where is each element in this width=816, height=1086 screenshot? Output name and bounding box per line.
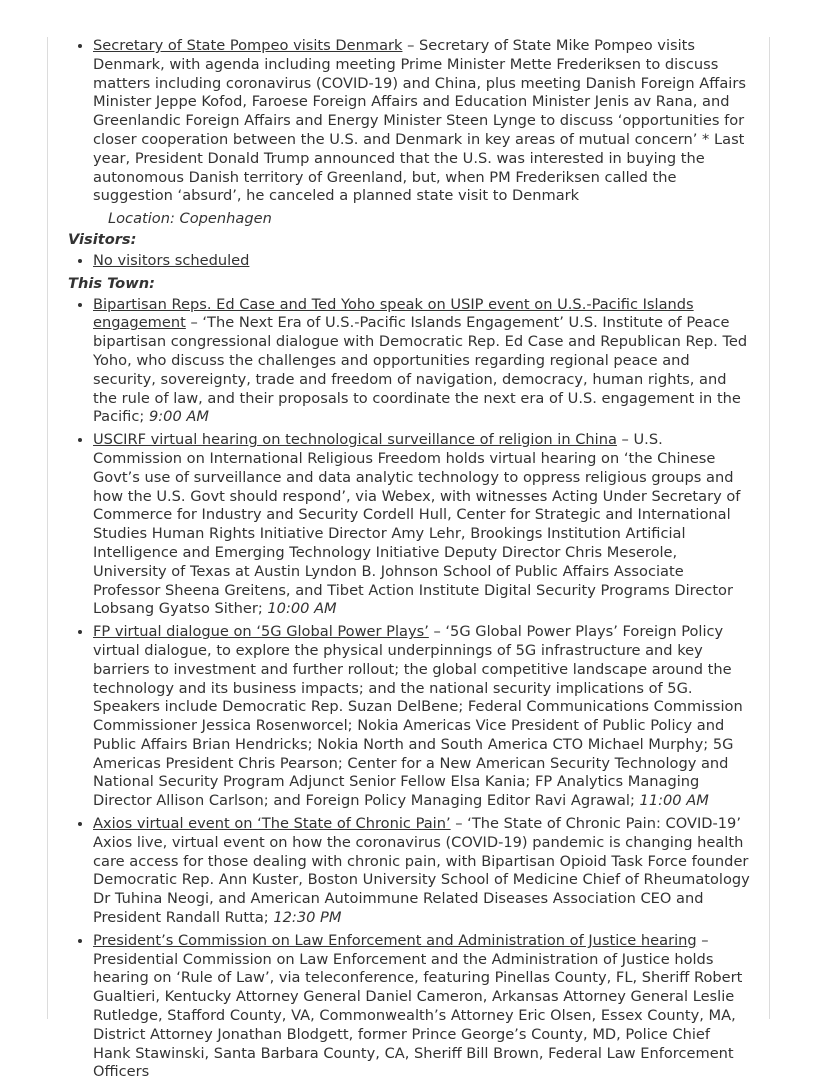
event-time: 9:00 AM (148, 408, 209, 426)
event-location: Location: Copenhagen (108, 210, 272, 228)
event-title-link[interactable]: President’s Commission on Law Enforcement and Administration of Justice hearing (93, 931, 697, 949)
this-town-list (68, 296, 751, 1083)
section-heading-text: This Town (68, 274, 150, 292)
list-item (93, 296, 751, 428)
event-time: 11:00 AM (639, 792, 709, 810)
list-item (93, 431, 751, 619)
event-time: 10:00 AM (267, 600, 337, 618)
visitors-list (68, 252, 751, 271)
event-title-link[interactable]: No visitors scheduled (93, 251, 250, 269)
list-item (93, 623, 751, 811)
schedule-content (68, 37, 751, 1086)
event-time: 12:30 PM (273, 909, 342, 927)
list-item (93, 932, 751, 1082)
international-list (68, 37, 751, 206)
event-description: – ‘5G Global Power Plays’ Foreign Policy virtual dialogue, to explore the physical underpinnings of 5G infrastructure and key barriers to investment and further rollout; the global competitive landscape around the technology and its business impacts; and the national security implications of 5G. Speakers include Democratic Rep. Suzan DelBene; Federal Communications Commission Commissioner Jessica Rosenworcel; Nokia Americas Vice President of Public Policy and Public Affairs Brian Hendricks; Nokia North and South America CTO Michael Murphy; 5G Americas President Chris Pearson; Center for a New American Security Technology and National Security Program Adjunct Senior Fellow Elsa Kania; FP Analytics Managing Director Allison Carlson; and Foreign Policy Managing Editor Ravi Agrawal; (93, 623, 743, 810)
section-heading-colon: : (149, 274, 155, 292)
event-title-link[interactable]: Axios virtual event on ‘The State of Chronic Pain’ (93, 815, 451, 833)
section-heading-colon: : (130, 231, 137, 249)
list-item (93, 252, 751, 271)
event-description: – Secretary of State Mike Pompeo visits Denmark, with agenda including meeting Prime Minister Mette Frederiksen to discuss matters including coronavirus (COVID-19) and China, plus meeting Danish Foreign Affairs Minister Jeppe Kofod, Faroese Foreign Affairs and Education Minister Jenis av Rana, and Greenlandic Foreign Affairs and Energy Minister Steen Lynge to discuss ‘opportunities for closer cooperation between the U.S. and Denmark in key areas of mutual concern’ * Last year, President Donald Trump announced that the U.S. was interested in buying the autonomous Danish territory of Greenland, but, when PM Frederiksen called the suggestion ‘absurd’, he canceled a planned state visit to Denmark (93, 37, 746, 205)
section-heading-this-town (68, 275, 751, 294)
event-title-link[interactable]: Secretary of State Pompeo visits Denmark (93, 37, 403, 54)
event-title-link[interactable]: USCIRF virtual hearing on technological surveillance of religion in China (93, 431, 617, 449)
event-description: – ‘The Next Era of U.S.-Pacific Islands Engagement’ U.S. Institute of Peace bipartisan congressional dialogue with Democratic Rep. Ed Case and Republican Rep. Ted Yoho, who discuss the challenges and opportunities regarding regional peace and security, sovereignty, trade and freedom of navigation, democracy, human rights, and the rule of law, and their proposals to coordinate the next era of U.S. engagement in the Pacific; (93, 314, 748, 426)
event-title-link[interactable]: Bipartisan Reps. Ed Case and Ted Yoho speak on USIP event on U.S.-Pacific Islands engagement (93, 295, 694, 332)
event-description: – ‘The State of Chronic Pain: COVID-19’ Axios live, virtual event on how the coronavirus (COVID-19) pandemic is changing health care access for those dealing with chronic pain, with Bipartisan Opioid Task Force founder Democratic Rep. Ann Kuster, Boston University School of Medicine Chief of Rheumatology Dr Tuhina Neogi, and American Autoimmune Related Diseases Association CEO and President Randall Rutta; (93, 815, 750, 927)
list-item (93, 815, 751, 928)
list-item (93, 37, 751, 206)
event-title-link[interactable]: FP virtual dialogue on ‘5G Global Power Plays’ (93, 623, 429, 641)
event-description: – U.S. Commission on International Religious Freedom holds virtual hearing on ‘the Chinese Govt’s use of surveillance and data analytic technology to oppress religious groups and how the U.S. Govt should respond’, via Webex, with witnesses Acting Under Secretary of Commerce for Industry and Security Cordell Hull, Center for Strategic and International Studies Human Rights Initiative Director Amy Lehr, Brookings Institution Artificial Intelligence and Emerging Technology Initiative Deputy Director Chris Meserole, University of Texas at Austin Lyndon B. Johnson School of Public Affairs Associate Professor Sheena Greitens, and Tibet Action Institute Digital Security Programs Director Lobsang Gyatso Sither; (93, 431, 741, 618)
event-description: – Presidential Commission on Law Enforcement and the Administration of Justice holds hearing on ‘Rule of Law’, via teleconference, featuring Pinellas County, FL, Sheriff Robert Gualtieri, Kentucky Attorney General Daniel Cameron, Arkansas Attorney General Leslie Rutledge, Stafford County, VA, Commonwealth’s Attorney Eric Olsen, Essex County, MA, District Attorney Jonathan Blodgett, former Prince George’s County, MD, Police Chief Hank Stawinski, Santa Barbara County, CA, Sheriff Bill Brown, Federal Law Enforcement Officers (93, 931, 743, 1081)
section-heading-text: Visitors (68, 231, 131, 249)
section-heading-visitors (68, 231, 751, 250)
